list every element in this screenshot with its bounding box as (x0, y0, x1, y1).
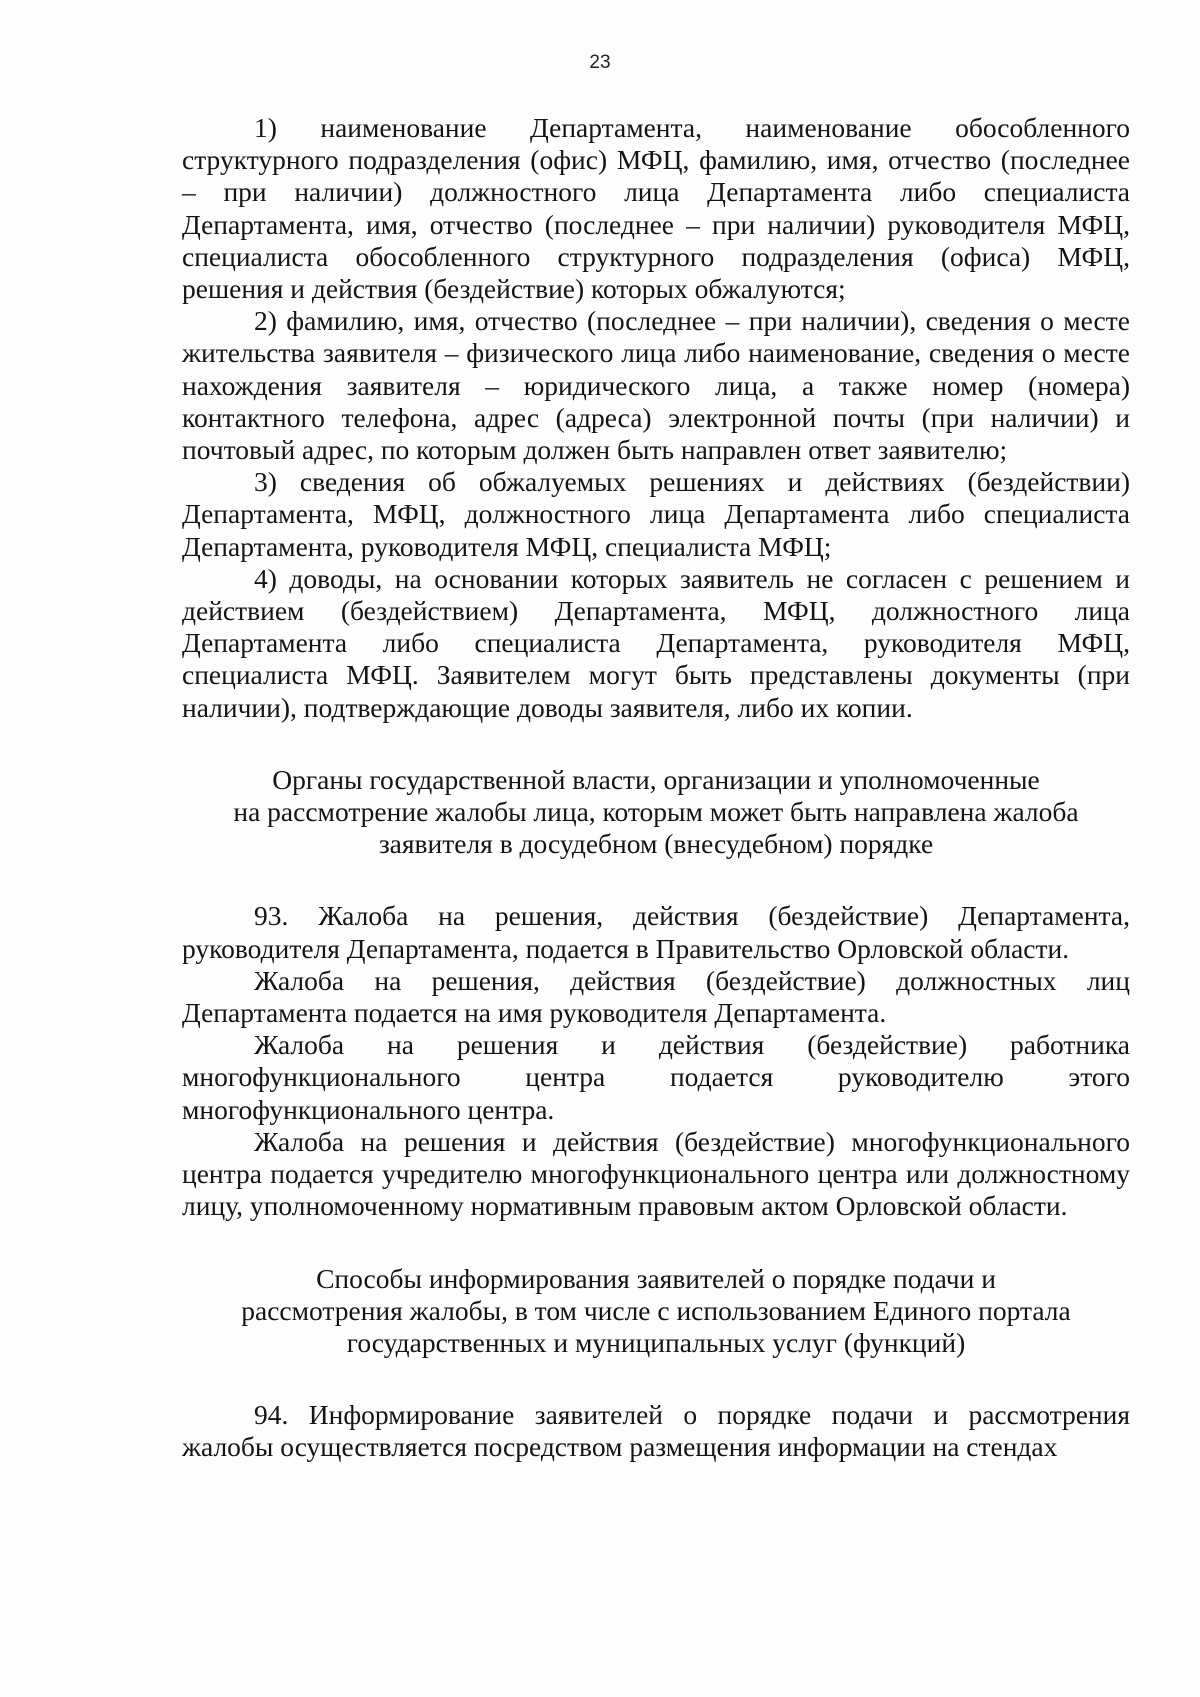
paragraph-item-4: 4) доводы, на основании которых заявитель не согласен с решением и действием (бездействием) Департамента, МФЦ, должностного лица Департамента либо специалиста Департамента, руководителя МФЦ, специалиста МФЦ. Заявителем могут быть представлены документы (при наличии), подтверждающие доводы заявителя, либо их копии. (182, 562, 1130, 723)
section-heading-authorities (182, 764, 1130, 861)
paragraph-item-3: 3) сведения об обжалуемых решениях и действиях (бездействии) Департамента, МФЦ, должностного лица Департамента либо специалиста Департамента, руководителя МФЦ, специалиста МФЦ; (182, 466, 1130, 562)
informing-section (182, 1399, 1130, 1463)
paragraph-94: 94. Информирование заявителей о порядке подачи и рассмотрения жалобы осуществляется посредством размещения информации на стендах (182, 1399, 1130, 1463)
paragraph-item-2: 2) фамилию, имя, отчество (последнее – при наличии), сведения о месте жительства заявителя – физического лица либо наименование, сведения о месте нахождения заявителя – юридического лица, а также номер (номера) контактного телефона, адрес (адреса) электронной почты (при наличии) и почтовый адрес, по которым должен быть направлен ответ заявителю; (182, 305, 1130, 466)
paragraph-officials: Жалоба на решения, действия (бездействие) должностных лиц Департамента подается на имя руководителя Департамента. (182, 964, 1130, 1029)
paragraph-item-1: 1) наименование Департамента, наименование обособленного структурного подразделения (офис) МФЦ, фамилию, имя, отчество (последнее – при наличии) должностного лица Департамента либо специалиста Департамента, имя, отчество (последнее – при наличии) руководителя МФЦ, специалиста обособленного структурного подразделения (офиса) МФЦ, решения и действия (бездействие) которых обжалуются; (182, 112, 1130, 305)
page-number: 23 (589, 52, 611, 73)
heading-line: на рассмотрение жалобы лица, которым может быть направлена жалоба (233, 796, 1079, 828)
heading-line: заявителя в досудебном (внесудебном) порядке (378, 828, 934, 860)
section-heading-informing (182, 1263, 1130, 1360)
paragraph-93: 93. Жалоба на решения, действия (бездействие) Департамента, руководителя Департамента, подается в Правительство Орловской области. (182, 900, 1130, 964)
document-body (182, 112, 1130, 1464)
paragraph-mfc-worker: Жалоба на решения и действия (бездействие) работника многофункционального центра подается руководителю этого многофункционального центра. (182, 1029, 1130, 1125)
heading-line: Органы государственной власти, организации и уполномоченные (272, 763, 1040, 795)
authorities-section (182, 900, 1130, 1222)
heading-line: государственных и муниципальных услуг (функций) (346, 1326, 966, 1358)
heading-line: рассмотрения жалобы, в том числе с использованием Единого портала (241, 1294, 1071, 1326)
heading-line: Способы информирования заявителей о порядке подачи и (316, 1262, 996, 1294)
paragraph-mfc: Жалоба на решения и действия (бездействие) многофункционального центра подается учредителю многофункционального центра или должностному лицу, уполномоченному нормативным правовым актом Орловской области. (182, 1125, 1130, 1222)
complaint-contents-list (182, 112, 1130, 724)
